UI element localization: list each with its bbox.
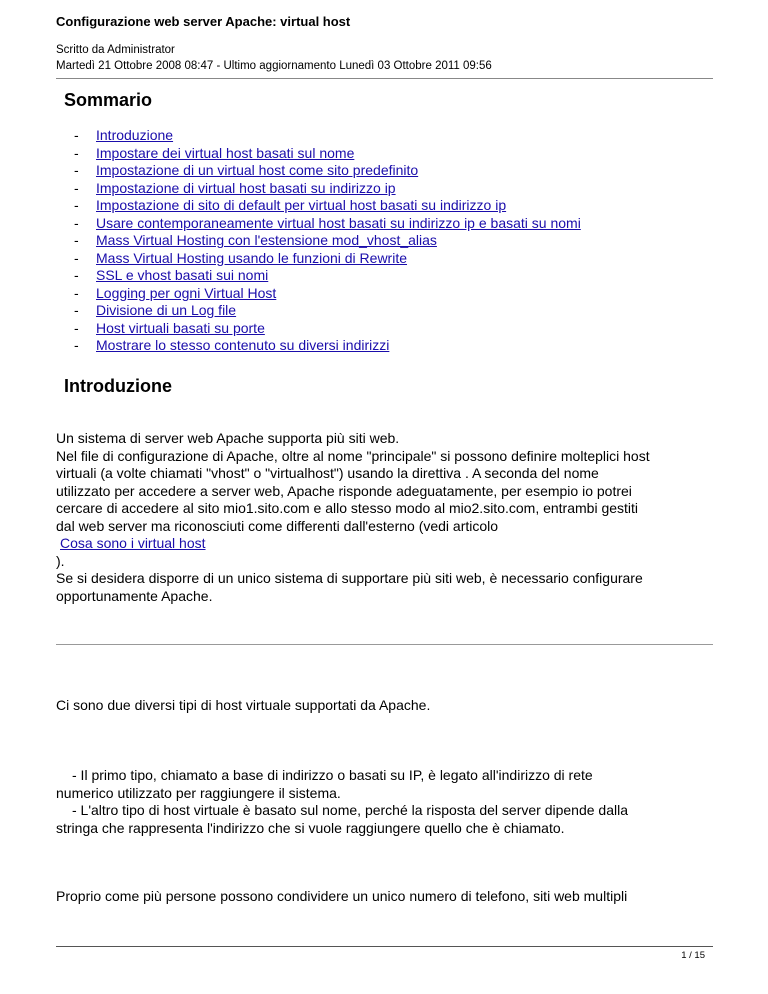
toc-item: - Mostrare lo stesso contenuto su diversi indirizzi [74,337,390,353]
footer-divider [56,946,713,947]
list-item: - L'altro tipo di host virtuale è basato sul nome, perché la risposta del server dipende dalla [72,802,628,818]
phone-paragraph: Proprio come più persone possono condividere un unico numero di telefono, siti web multipli [56,888,628,904]
toc-item: - Divisione di un Log file [74,302,237,318]
dates-line: Martedì 21 Ottobre 2008 08:47 - Ultimo aggiornamento Lunedì 03 Ottobre 2011 09:56 [56,60,492,72]
toc-item: - Impostazione di virtual host basati su indirizzo ip [74,179,396,196]
document-title: Configurazione web server Apache: virtual host [56,14,351,29]
toc-link-default-ip[interactable]: Impostazione di sito di default per virtual host basati su indirizzo ip [96,197,507,213]
section-divider [56,644,713,645]
types-list: - Il primo tipo, chiamato a base di indirizzo o basati su IP, è legato all'indirizzo di rete numerico utilizzato per raggiungere il sistema. - L'altro tipo di host virtuale è basato sul nome, perché la risposta del server dipende dalla stringa che rappresenta l'indirizzo che si vuole raggiungere quello che è chiamato. [56,767,726,837]
toc-item: - SSL e vhost basati sui nomi [74,267,269,283]
list-item: - Il primo tipo, chiamato a base di indirizzo o basati su IP, è legato all'indirizzo di rete [72,767,593,783]
toc-link-virtual-host-ip[interactable]: Impostazione di virtual host basati su indirizzo ip [96,179,396,196]
author-line: Scritto da Administrator [56,44,175,56]
toc-link-logging[interactable]: Logging per ogni Virtual Host [96,284,277,301]
intro-paragraph: Un sistema di server web Apache supporta più siti web. Nel file di configurazione di Apache, oltre al nome "principale" si possono definire molteplici host virtuali (a volte chiamati "vhost" o "virtualhost") usando la direttiva . A seconda del nome utilizzato per accedere a server web, Apache risponde adeguatamente, per esempio io potrei cercare di accedere al sito mio1.sito.com e allo stesso modo al mio2.sito.com, entrambi gestiti dal web server ma riconosciuti come differenti dall'esterno (vedi articolo Cosa sono i virtual host ). Se si desidera disporre di un unico sistema di supportare più siti web, è necessario configurare opportunamente Apache. [56,430,650,604]
toc-link-virtual-host-nome[interactable]: Impostare dei virtual host basati sul nome [96,144,355,161]
toc-item: - Mass Virtual Hosting usando le funzioni di Rewrite [74,249,408,266]
header-divider [56,78,713,79]
toc-item: - Logging per ogni Virtual Host [74,284,277,301]
toc-link-ssl[interactable]: SSL e vhost basati sui nomi [96,267,269,283]
toc-item: - Introduzione [74,127,174,143]
toc-link-stesso-contenuto[interactable]: Mostrare lo stesso contenuto su diversi indirizzi [96,337,390,353]
intro-heading: Introduzione [64,376,172,396]
toc-item: - Impostazione di un virtual host come sito predefinito [74,162,419,178]
virtual-host-article-link[interactable]: Cosa sono i virtual host [60,535,206,551]
toc-item: - Impostare dei virtual host basati sul nome [74,144,355,161]
toc-item: - Impostazione di sito di default per virtual host basati su indirizzo ip [74,197,507,213]
toc-item: - Mass Virtual Hosting con l'estensione mod_vhost_alias [74,232,437,248]
toc-link-ip-e-nomi[interactable]: Usare contemporaneamente virtual host basati su indirizzo ip e basati su nomi [96,214,581,231]
table-of-contents [74,127,581,355]
toc-heading: Sommario [64,90,153,110]
toc-link-introduzione[interactable]: Introduzione [96,127,174,143]
toc-link-porte[interactable]: Host virtuali basati su porte [96,319,265,336]
toc-item: - Host virtuali basati su porte [74,319,265,336]
toc-link-rewrite[interactable]: Mass Virtual Hosting usando le funzioni di Rewrite [96,249,408,266]
toc-link-mod-vhost-alias[interactable]: Mass Virtual Hosting con l'estensione mod_vhost_alias [96,232,437,248]
types-paragraph: Ci sono due diversi tipi di host virtuale supportati da Apache. [56,697,431,713]
toc-item: - Usare contemporaneamente virtual host basati su indirizzo ip e basati su nomi [74,214,581,231]
page-number: 1 / 15 [681,950,705,961]
toc-link-log-file[interactable]: Divisione di un Log file [96,302,237,318]
toc-link-sito-predefinito[interactable]: Impostazione di un virtual host come sito predefinito [96,162,419,178]
